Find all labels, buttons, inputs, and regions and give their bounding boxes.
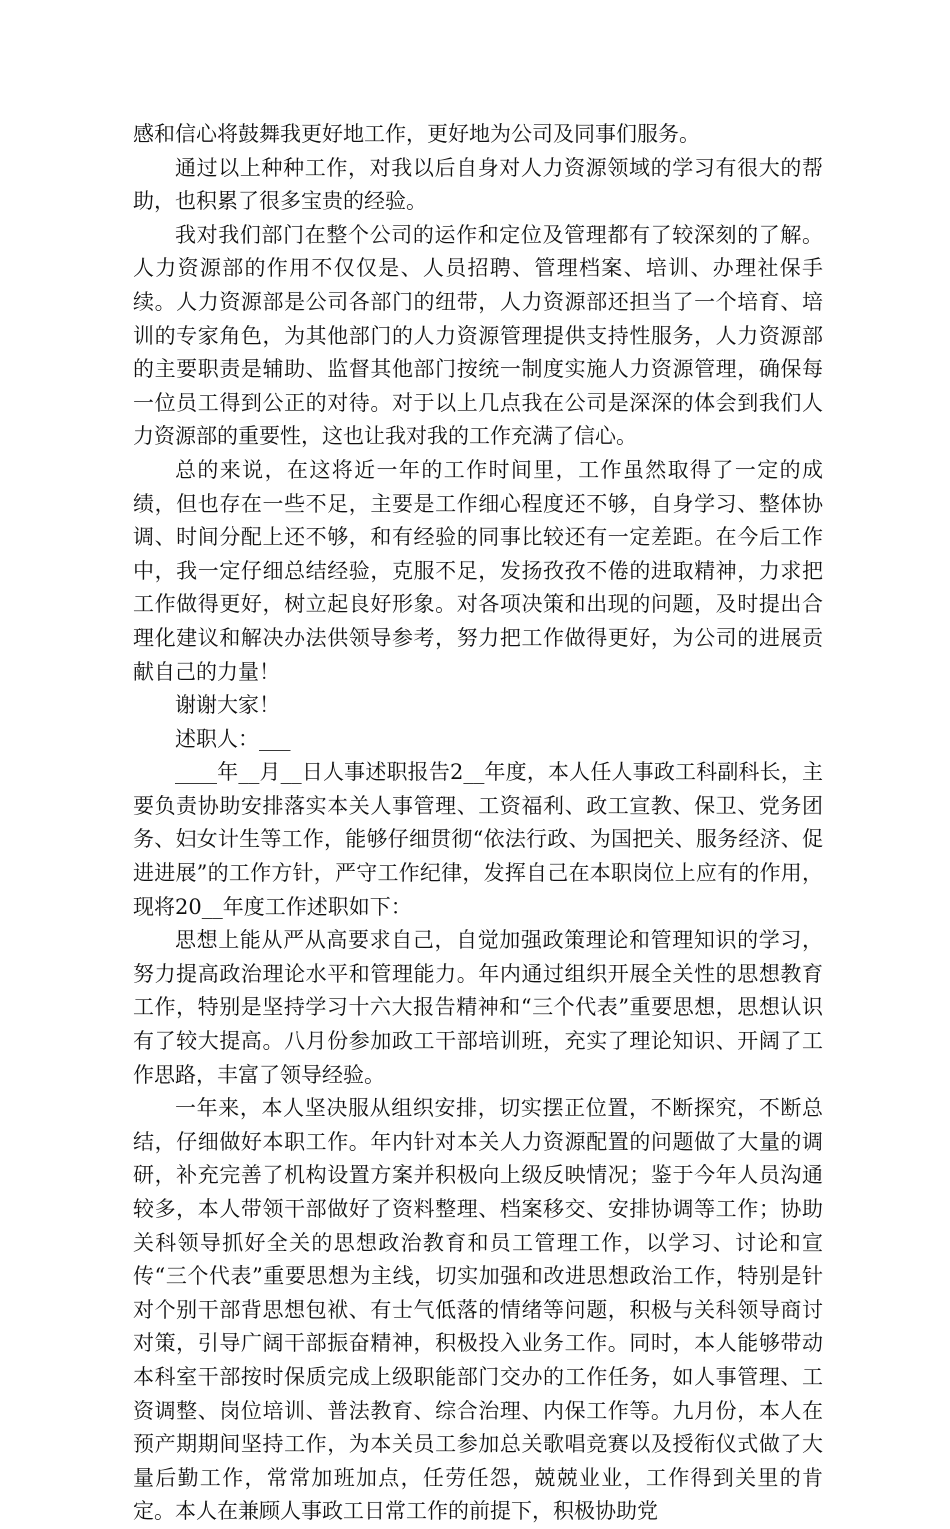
paragraph: 思想上能从严从高要求自己，自觉加强政策理论和管理知识的学习，努力提高政治理论水平和管理能力。年内通过组织开展全关性的思想教育工作，特别是坚持学习十六大报告精神和“三个代表”重要思想，思想认识有了较大提高。八月份参加政工干部培训班，充实了理论知识、开阔了工作思路，丰富了领导经验。 bbox=[133, 928, 823, 1087]
paragraph: 感和信心将鼓舞我更好地工作，更好地为公司及同事们服务。 bbox=[133, 122, 700, 146]
paragraph: 通过以上种种工作，对我以后自身对人力资源领域的学习有很大的帮助，也积累了很多宝贵的经验。 bbox=[133, 155, 823, 214]
paragraph: 我对我们部门在整个公司的运作和定位及管理都有了较深刻的了解。人力资源部的作用不仅仅是、人员招聘、管理档案、培训、办理社保手续。人力资源部是公司各部门的纽带，人力资源部还担当了一个培育、培训的专家角色，为其他部门的人力资源管理提供支持性服务，人力资源部的主要职责是辅助、监督其他部门按统一制度实施人力资源管理，确保每一位员工得到公正的对待。对于以上几点我在公司是深深的体会到我们人力资源部的重要性，这也让我对我的工作充满了信心。 bbox=[133, 222, 823, 449]
document-body bbox=[133, 118, 823, 1529]
signature-line: 述职人：___ bbox=[175, 726, 291, 751]
paragraph: ____年__月__日人事述职报告2__年度，本人任人事政工科副科长，主要负责协助安排落实本关人事管理、工资福利、政工宣教、保卫、党务团务、妇女计生等工作，能够仔细贯彻“依法行政、为国把关、服务经济、促进进展”的工作方针，严守工作纪律，发挥自己在本职岗位上应有的作用，现将20__年度工作述职如下： bbox=[133, 760, 823, 919]
closing-thanks: 谢谢大家！ bbox=[175, 693, 280, 718]
paragraph: 总的来说，在这将近一年的工作时间里，工作虽然取得了一定的成绩，但也存在一些不足，主要是工作细心程度还不够，自身学习、整体协调、时间分配上还不够，和有经验的同事比较还有一定差距。在今后工作中，我一定仔细总结经验，克服不足，发扬孜孜不倦的进取精神，力求把工作做得更好，树立起良好形象。对各项决策和出现的问题，及时提出合理化建议和解决办法供领导参考，努力把工作做得更好，为公司的进展贡献自己的力量！ bbox=[133, 457, 823, 684]
paragraph: 一年来，本人坚决服从组织安排，切实摆正位置，不断探究，不断总结，仔细做好本职工作。年内针对本关人力资源配置的问题做了大量的调研，补充完善了机构设置方案并积极向上级反映情况；鉴于今年人员沟通较多，本人带领干部做好了资料整理、档案移交、安排协调等工作；协助关科领导抓好全关的思想政治教育和员工管理工作，以学习、讨论和宣传“三个代表”重要思想为主线，切实加强和改进思想政治工作，特别是针对个别干部背思想包袱、有士气低落的情绪等问题，积极与关科领导商讨对策，引导广阔干部振奋精神，积极投入业务工作。同时，本人能够带动本科室干部按时保质完成上级职能部门交办的工作任务，如人事管理、工资调整、岗位培训、普法教育、综合治理、内保工作等。九月份，本人在预产期期间坚持工作，为本关员工参加总关歌唱竞赛以及授衔仪式做了大量后勤工作，常常加班加点，任劳任怨，兢兢业业，工作得到关里的肯定。本人在兼顾人事政工日常工作的前提下，积极协助党 bbox=[133, 1096, 823, 1524]
